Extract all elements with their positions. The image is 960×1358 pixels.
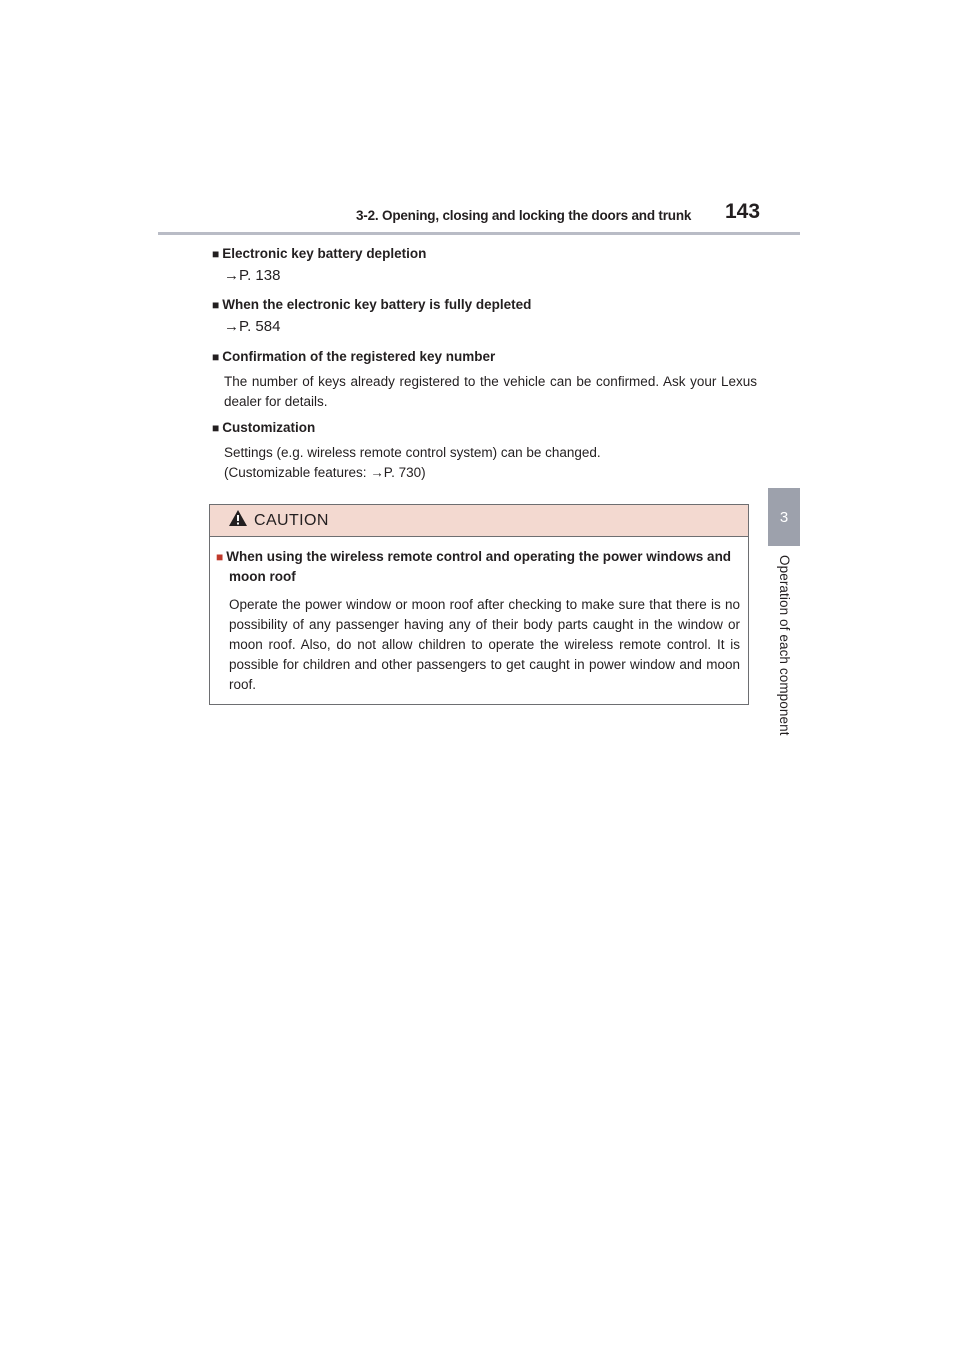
body-line: Settings (e.g. wireless remote control system) can be changed. xyxy=(224,445,601,460)
section-battery-depletion xyxy=(212,245,757,284)
page-reference-link[interactable]: →P. 138 xyxy=(224,267,281,284)
section-heading: ■ Customization xyxy=(212,420,316,435)
caution-label: CAUTION xyxy=(254,511,329,529)
chapter-title: Operation of each component xyxy=(777,555,792,736)
section-registered-key-number xyxy=(212,348,757,412)
section-title: 3-2. Opening, closing and locking the doors and trunk xyxy=(356,208,692,223)
section-heading: ■ Confirmation of the registered key number xyxy=(212,349,496,364)
square-bullet-icon: ■ xyxy=(212,298,220,312)
section-body: The number of keys already registered to the vehicle can be confirmed. Ask your Lexus dealer for details. xyxy=(224,374,757,409)
caution-text: Operate the power window or moon roof after checking to make sure that there is no possibility of any passenger having any of their body parts caught in the window or moon roof. Also, do not allow children to operate the wireless remote control. It is possible for children and other passengers to get caught in power window and moon roof. xyxy=(229,597,740,692)
caution-header xyxy=(210,505,748,537)
section-heading: ■ When the electronic key battery is fully depleted xyxy=(212,297,532,312)
chapter-number: 3 xyxy=(779,508,789,526)
section-battery-fully-depleted xyxy=(212,296,757,335)
chapter-tab xyxy=(768,488,800,546)
section-heading: ■ Electronic key battery depletion xyxy=(212,246,427,261)
square-bullet-icon: ■ xyxy=(212,421,220,435)
section-body xyxy=(224,443,757,483)
header-divider xyxy=(158,232,800,235)
caution-body xyxy=(210,537,748,695)
warning-triangle-icon xyxy=(228,509,248,532)
square-bullet-icon: ■ xyxy=(212,350,220,364)
caution-heading: ■ When using the wireless remote control and operating the power windows and moon roof xyxy=(216,549,732,584)
page-number: 143 xyxy=(725,200,761,223)
square-bullet-icon: ■ xyxy=(216,550,224,564)
section-customization xyxy=(212,419,757,483)
page-reference-link[interactable]: →P. 584 xyxy=(224,318,281,335)
caution-box xyxy=(209,504,749,705)
square-bullet-icon: ■ xyxy=(212,247,220,261)
body-line-reference: (Customizable features: →P. 730) xyxy=(224,465,426,480)
